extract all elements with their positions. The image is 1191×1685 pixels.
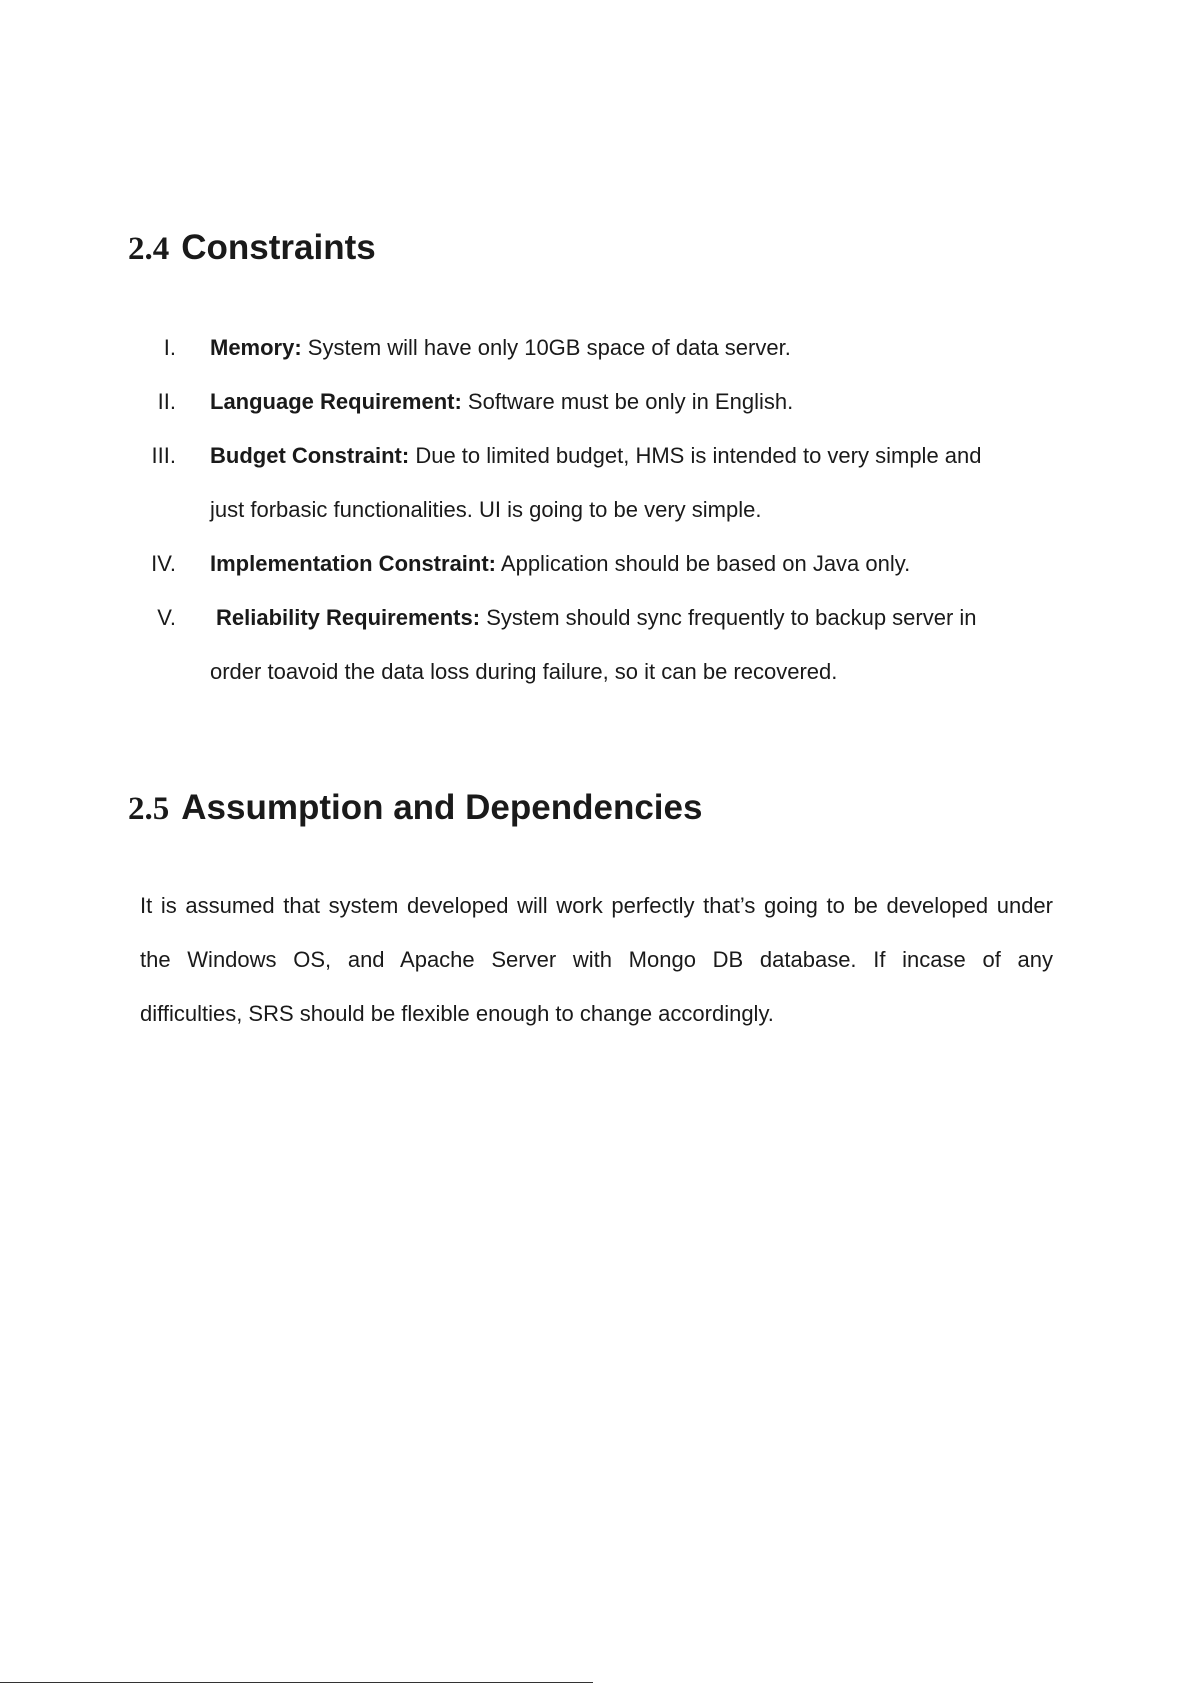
item-label: Memory: xyxy=(210,335,302,360)
paragraph-line: difficulties, SRS should be flexible enough to change accordingly. xyxy=(140,1001,774,1026)
section-heading-assumptions xyxy=(128,788,702,828)
item-label: Reliability Requirements: xyxy=(216,605,481,630)
item-description: Application should be based on Java only. xyxy=(496,551,911,576)
item-description: System will have only 10GB space of data server. xyxy=(301,335,791,360)
item-numeral: IV. xyxy=(151,551,176,576)
item-label: Implementation Constraint: xyxy=(210,551,497,576)
footnote-divider xyxy=(0,1682,593,1683)
paragraph-line: the Windows OS, and Apache Server with Mongo DB database. If incase of any xyxy=(140,947,1053,972)
section-number: 2.5 xyxy=(128,791,170,827)
item-continuation: order toavoid the data loss during failure, so it can be recovered. xyxy=(210,659,838,684)
section-title: Assumption and Dependencies xyxy=(181,788,703,827)
paragraph-line: It is assumed that system developed will work perfectly that’s going to be developed under xyxy=(140,893,1053,918)
item-numeral: V. xyxy=(157,605,176,630)
item-numeral: III. xyxy=(151,443,176,468)
item-continuation: just forbasic functionalities. UI is going to be very simple. xyxy=(210,497,762,522)
item-text xyxy=(210,442,982,470)
item-description: Due to limited budget, HMS is intended to very simple and xyxy=(409,443,982,468)
item-label: Language Requirement: xyxy=(210,389,462,414)
section-heading-constraints xyxy=(128,228,376,268)
item-text xyxy=(210,334,791,362)
item-description: System should sync frequently to backup server in xyxy=(480,605,977,630)
section-number: 2.4 xyxy=(128,231,170,267)
item-text xyxy=(216,604,977,632)
item-text xyxy=(210,388,793,416)
item-numeral: II. xyxy=(157,389,176,414)
item-numeral: I. xyxy=(163,335,176,360)
item-description: Software must be only in English. xyxy=(461,389,794,414)
item-text xyxy=(210,550,910,578)
section-title: Constraints xyxy=(181,228,376,267)
item-label: Budget Constraint: xyxy=(210,443,410,468)
